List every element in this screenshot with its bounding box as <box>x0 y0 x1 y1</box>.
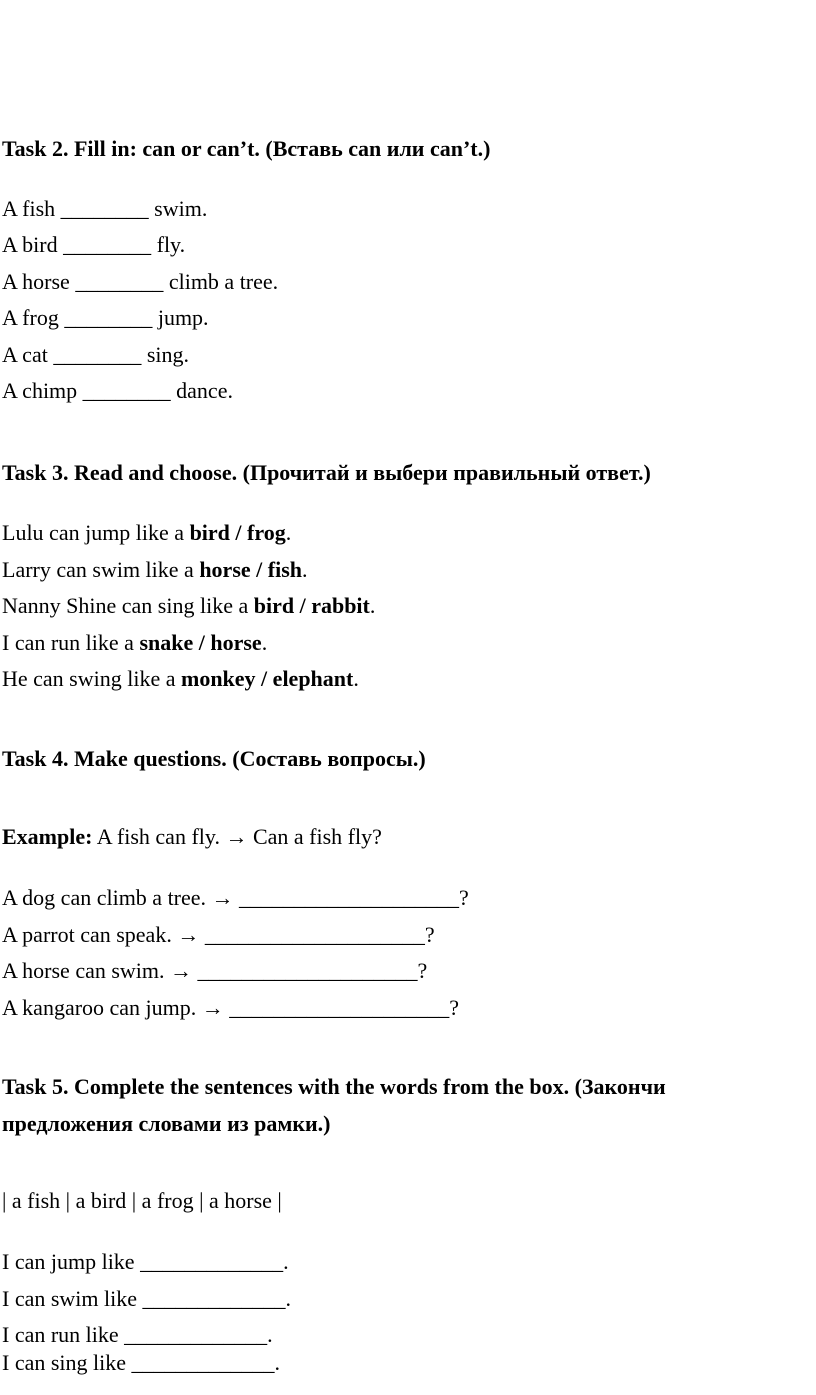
task4-line: A dog can climb a tree. → ____________________? <box>2 885 469 910</box>
task2-line: A horse ________ climb a tree. <box>2 269 279 294</box>
task4-example <box>2 824 382 850</box>
task4-line: A horse can swim. → ____________________? <box>2 958 428 983</box>
task5-line: I can swim like _____________. <box>2 1286 292 1311</box>
task5-line: I can sing like _____________. <box>2 1350 281 1375</box>
task2-line: A chimp ________ dance. <box>2 378 233 403</box>
word-box: | a fish | a bird | a frog | a horse | <box>2 1188 282 1213</box>
task3-heading: Task 3. Read and choose. (Прочитай и выбери правильный ответ.) <box>2 460 651 485</box>
task4-line: A parrot can speak. → ____________________? <box>2 922 435 947</box>
task4-heading: Task 4. Make questions. (Составь вопросы.) <box>2 746 426 771</box>
task2-heading: Task 2. Fill in: can or can’t. (Вставь can или can’t.) <box>2 136 491 161</box>
task5-heading-line2: предложения словами из рамки.) <box>2 1111 331 1136</box>
task3-item-end: . <box>369 593 376 618</box>
task3-item <box>2 666 359 692</box>
task3-item-text: I can run like a <box>2 630 140 655</box>
task5-line: I can jump like _____________. <box>2 1249 289 1274</box>
task2-line: A frog ________ jump. <box>2 305 209 330</box>
task3-item-end: . <box>261 630 268 655</box>
task3-choice: monkey / elephant <box>181 666 354 691</box>
task3-item-text: Nanny Shine can sing like a <box>2 593 254 618</box>
task2-line: A cat ________ sing. <box>2 342 189 367</box>
task5-heading-line1: Task 5. Complete the sentences with the words from the box. (Закончи <box>2 1074 666 1099</box>
task3-choice: horse / fish <box>199 557 302 582</box>
task5-line: I can run like _____________. <box>2 1322 273 1347</box>
task3-choice: snake / horse <box>139 630 262 655</box>
task3-choice: bird / frog <box>189 520 286 545</box>
task3-item-text: Larry can swim like a <box>2 557 200 582</box>
task3-choice: bird / rabbit <box>253 593 370 618</box>
task3-item <box>2 630 267 656</box>
task3-item-text: Lulu can jump like a <box>2 520 190 545</box>
task4-line: A kangaroo can jump. → ____________________? <box>2 995 460 1020</box>
task3-item-end: . <box>353 666 359 691</box>
task3-item <box>2 520 291 546</box>
task2-line: A fish ________ swim. <box>2 196 208 221</box>
task3-item-end: . <box>302 557 308 582</box>
task2-line: A bird ________ fly. <box>2 232 186 257</box>
task3-item-text: He can swing like a <box>2 666 181 691</box>
task3-item <box>2 557 308 583</box>
task3-item <box>2 593 375 619</box>
example-label: Example: <box>2 824 93 849</box>
example-text: A fish can fly. → Can a fish fly? <box>92 824 382 849</box>
task3-item-end: . <box>285 520 292 545</box>
